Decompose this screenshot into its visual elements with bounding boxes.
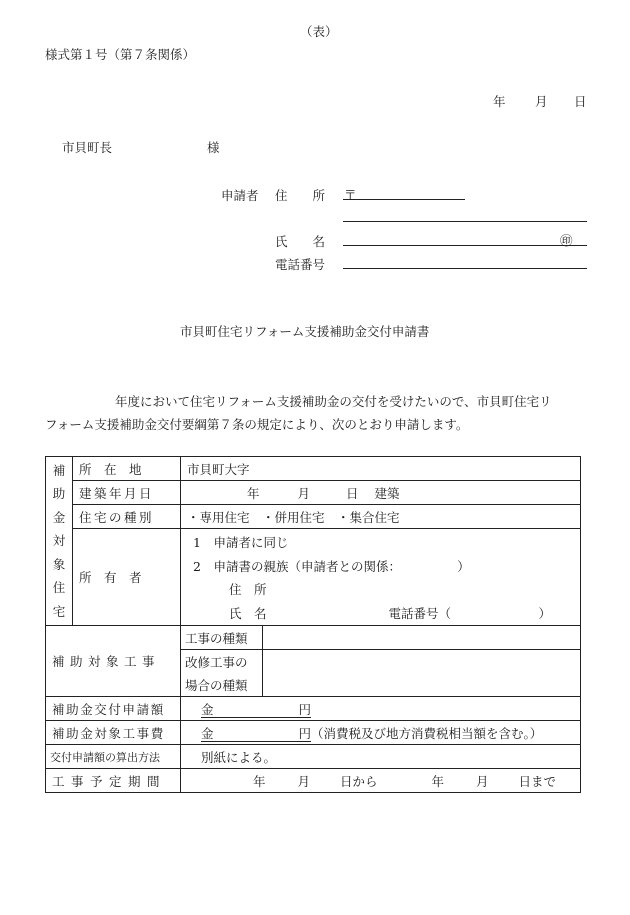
renovation-kind-field[interactable] [263, 650, 581, 697]
applicant-phone-label: 電話番号 [275, 257, 326, 272]
owner-option-2[interactable]: 2 申請書の親族（申請者との関係： ） [193, 558, 470, 574]
work-label: 補助対象工事 [46, 626, 181, 697]
addressee-name: 市貝町長 [62, 140, 113, 155]
side-label: （表） [300, 24, 338, 39]
applicant-address-label: 住 所 [275, 188, 326, 203]
built-year-label: 年 [247, 485, 260, 501]
target-house-char: 象 [52, 556, 66, 572]
location-value: 市貝町大字 [187, 461, 250, 477]
eligible-cost-note: （消費税及び地方消費税相当額を含む。） [311, 725, 543, 741]
location-field[interactable] [181, 457, 581, 481]
postal-mark: 〒 [344, 187, 357, 202]
owner-option-1[interactable]: 1 申請者に同じ [193, 535, 289, 550]
owner-details[interactable] [181, 529, 581, 626]
calc-method-value: 別紙による。 [201, 749, 277, 765]
eligible-cost-prefix: 金 [201, 725, 214, 741]
target-house-char: 対 [52, 533, 66, 549]
owner-phone-label: 電話番号（ ） [388, 605, 552, 621]
document-title: 市貝町住宅リフォーム支援補助金交付申請書 [180, 324, 430, 339]
body-text-line-1: 年度において住宅リフォーム支援補助金の交付を受けたいので、市貝町住宅リ [115, 394, 552, 409]
schedule-label: 工事予定期間 [46, 769, 181, 793]
owner-name-label: 氏 名 [229, 605, 267, 621]
application-form-table [45, 456, 581, 793]
built-month-label: 月 [297, 485, 311, 501]
target-house-char: 宅 [52, 603, 66, 619]
renovation-kind-label-2: 場合の種類 [181, 673, 263, 697]
applicant-label: 申請者 [221, 188, 259, 203]
request-amount-label: 補助金交付申請額 [46, 697, 181, 721]
location-label: 所 在 地 [73, 457, 181, 481]
schedule-from-day: 日から [340, 773, 378, 789]
eligible-cost-field[interactable] [181, 721, 581, 745]
schedule-from-month: 月 [297, 773, 311, 789]
target-house-label [46, 457, 73, 626]
built-suffix: 建築 [374, 485, 400, 501]
request-amount-prefix: 金 [201, 701, 214, 717]
target-house-char: 助 [52, 486, 66, 502]
applicant-phone-field[interactable] [343, 268, 587, 269]
addressee-honorific: 様 [207, 140, 220, 155]
calc-method-label: 交付申請額の算出方法 [46, 745, 181, 769]
house-type-options[interactable]: ・専用住宅 ・併用住宅 ・集合住宅 [181, 505, 581, 529]
schedule-to-year: 年 [431, 773, 445, 789]
date-day-label: 日 [574, 94, 587, 109]
applicant-name-label: 氏 名 [275, 234, 326, 249]
built-date-field[interactable] [181, 481, 581, 505]
form-number: 様式第１号（第７条関係） [45, 47, 196, 62]
request-amount-unit: 円 [298, 701, 311, 717]
built-date-label: 建築年月日 [73, 481, 181, 505]
date-year-label: 年 [493, 94, 506, 109]
applicant-name-field[interactable] [343, 245, 587, 246]
calc-method-field[interactable] [181, 745, 581, 769]
renovation-kind-label-1: 改修工事の [181, 650, 263, 674]
schedule-field[interactable] [181, 769, 581, 793]
owner-label: 所 有 者 [73, 529, 181, 626]
eligible-cost-label: 補助金対象工事費 [46, 721, 181, 745]
postal-code-field[interactable] [343, 199, 465, 200]
schedule-from-year: 年 [253, 773, 266, 789]
target-house-char: 補 [52, 462, 66, 478]
built-day-label: 日 [346, 485, 359, 501]
address-field[interactable] [343, 221, 587, 222]
work-kind-label: 工事の種類 [181, 626, 263, 650]
eligible-cost-unit: 円 [298, 725, 311, 741]
schedule-to-month: 月 [476, 773, 489, 789]
body-text-line-2: フォーム支援補助金交付要綱第７条の規定により、次のとおり申請します。 [45, 417, 469, 432]
work-kind-field[interactable] [263, 626, 581, 650]
owner-address-label: 住 所 [229, 582, 267, 597]
house-type-label: 住宅の種別 [73, 505, 181, 529]
seal-mark-icon: ㊞ [560, 233, 573, 248]
target-house-char: 住 [52, 580, 66, 596]
request-amount-field[interactable] [181, 697, 581, 721]
target-house-char: 金 [52, 509, 66, 525]
date-month-label: 月 [535, 94, 548, 109]
schedule-to-day: 日まで [518, 773, 557, 789]
